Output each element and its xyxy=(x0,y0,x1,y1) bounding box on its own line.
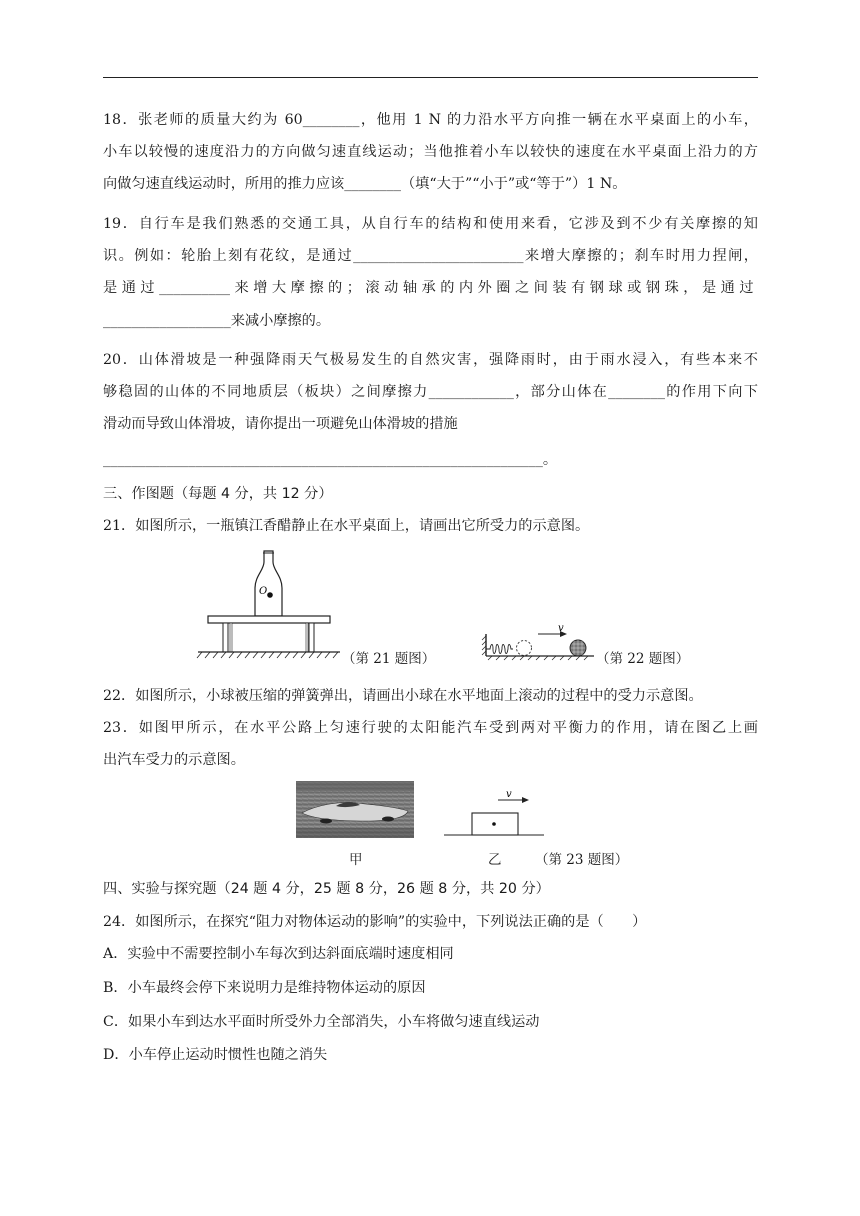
q20-line-2: 够稳固的山体的不同地质层（板块）之间摩擦力____________，部分山体在________的作用下向下 xyxy=(103,384,758,400)
q18-line-3: 向做匀速直线运动时，所用的推力应该________（填“大于”“小于”或“等于”）1 N。 xyxy=(103,176,627,192)
header-rule xyxy=(103,77,758,78)
q24-option-b: B．小车最终会停下来说明力是维持物体运动的原因 xyxy=(103,980,426,996)
figure-21-caption: （第 21 题图） xyxy=(342,651,436,667)
block-center-dot xyxy=(492,822,496,826)
q20-line-4: ______________________________________________________________。 xyxy=(103,452,558,468)
q19-line-3: 是 通 过 __________ 来 增 大 摩 擦 的 ； 滚 动 轴 承 的 内 外 圈 之 间 装 有 钢 球 或 钢 珠 ， 是 通 过 xyxy=(103,280,754,296)
q19-line-2: 识。例如：轮胎上刻有花纹，是通过________________________来增大摩擦的；刹车时用力捏闸， xyxy=(103,248,758,264)
figure-23a-label: 甲 xyxy=(349,852,363,868)
point-label: O xyxy=(259,586,268,597)
table-top xyxy=(208,616,330,623)
figure-23-caption: （第 23 题图） xyxy=(535,852,629,868)
figure-22-spring-ball xyxy=(480,622,596,662)
q24-stem: 24．如图所示，在探究“阻力对物体运动的影响”的实验中，下列说法正确的是（ ） xyxy=(103,914,647,930)
q18-line-1: 18．张老师的质量大约为 60________，他用 1 N 的力沿水平方向推一辆在水平桌面上的小车， xyxy=(103,112,758,128)
q23-line-2: 出汽车受力的示意图。 xyxy=(103,752,245,768)
section-4-heading xyxy=(103,879,758,899)
q24-option-c: C．如果小车到达水平面时所受外力全部消失，小车将做匀速直线运动 xyxy=(103,1014,540,1030)
q22-text: 22．如图所示，小球被压缩的弹簧弹出，请画出小球在水平地面上滚动的过程中的受力示意图。 xyxy=(103,688,703,704)
q21-text: 21．如图所示，一瓶镇江香醋静止在水平桌面上，请画出它所受力的示意图。 xyxy=(103,518,590,534)
q24-option-d: D．小车停止运动时惯性也随之消失 xyxy=(103,1047,328,1063)
section-4-text: 四、实验与探究题（24 题 4 分，25 题 8 分，26 题 8 分，共 20 分） xyxy=(103,881,550,897)
section-3-heading: 三、作图题（每题 4 分，共 12 分） xyxy=(103,486,333,502)
figure-22-caption: （第 22 题图） xyxy=(596,651,690,667)
q24-option-a: A．实验中不需要控制小车每次到达斜面底端时速度相同 xyxy=(103,946,454,962)
figure-23b-car-block xyxy=(442,788,546,840)
velocity-label: v xyxy=(506,789,512,800)
center-of-mass-dot xyxy=(267,592,273,598)
velocity-label: v xyxy=(558,623,564,634)
q20-line-1: 20．山体滑坡是一种强降雨天气极易发生的自然灾害，强降雨时，由于雨水浸入，有些本来不 xyxy=(103,352,758,368)
figure-23b-label: 乙 xyxy=(488,852,502,868)
ball-initial-dashed xyxy=(517,641,532,656)
q20-line-3: 滑动而导致山体滑坡，请你提出一项避免山体滑坡的措施 xyxy=(103,416,458,432)
compressed-spring xyxy=(486,645,513,654)
figure-23a-solar-car-photo xyxy=(296,781,414,838)
bottle-outline xyxy=(255,551,282,616)
figure-21-bottle-on-table xyxy=(196,548,342,662)
q18-line-2: 小车以较慢的速度沿力的方向做匀速直线运动；当他推着小车以较快的速度在水平桌面上沿力的方 xyxy=(103,144,758,160)
q19-line-4: __________________来减小摩擦的。 xyxy=(103,313,331,329)
q19-line-1: 19．自行车是我们熟悉的交通工具，从自行车的结构和使用来看，它涉及到不少有关摩擦的知 xyxy=(103,216,758,232)
q23-line-1: 23．如图甲所示，在水平公路上匀速行驶的太阳能汽车受到两对平衡力的作用，请在图乙上画 xyxy=(103,720,758,736)
